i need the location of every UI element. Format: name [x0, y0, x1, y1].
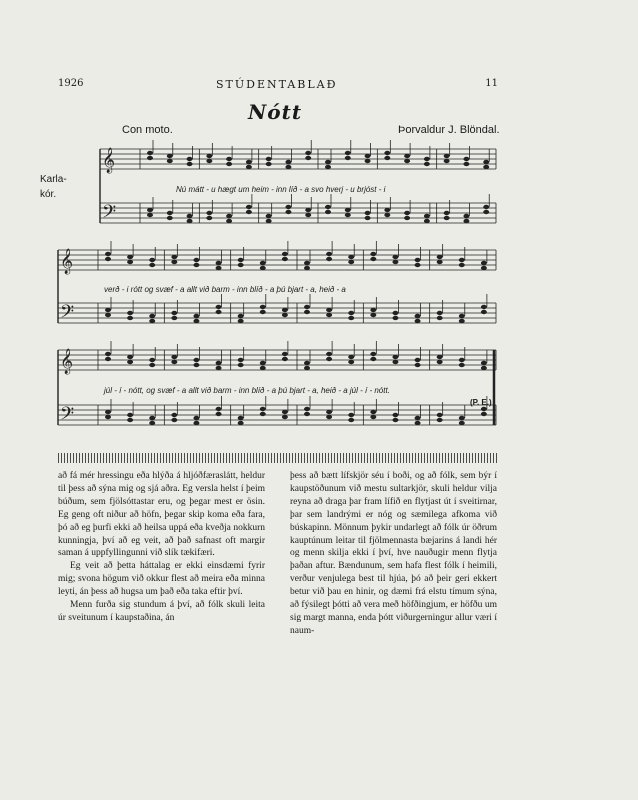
note-head — [149, 319, 155, 323]
note-head — [246, 165, 252, 169]
note-head — [365, 159, 371, 163]
clef-symbol: 𝄢 — [102, 202, 117, 227]
note-head — [384, 213, 390, 217]
note-head — [483, 160, 489, 164]
note-head — [481, 407, 487, 411]
note-head — [444, 216, 450, 220]
note-head — [348, 360, 354, 364]
note-head — [348, 311, 354, 315]
note-head — [370, 308, 376, 312]
note-head — [392, 360, 398, 364]
note-head — [305, 208, 311, 212]
note-head — [463, 162, 469, 166]
note-head — [171, 360, 177, 364]
header-title: STÚDENTABLAÐ — [216, 78, 338, 91]
note-head — [238, 416, 244, 420]
note-head — [216, 310, 222, 314]
note-head — [167, 159, 173, 163]
note-head — [437, 355, 443, 359]
note-head — [463, 219, 469, 223]
note-head — [260, 407, 266, 411]
lyrics-line-2: verð - i rótt og svæf - a allt við barm - inn blíð - a þú bjart - a, heið - a — [104, 285, 346, 294]
note-head — [392, 418, 398, 422]
note-head — [415, 421, 421, 425]
note-head — [305, 156, 311, 160]
note-head — [370, 257, 376, 261]
note-head — [193, 263, 199, 267]
note-head — [147, 213, 153, 217]
note-head — [326, 357, 332, 361]
note-head — [304, 407, 310, 411]
note-head — [384, 156, 390, 160]
note-head — [206, 159, 212, 163]
note-head — [384, 151, 390, 155]
note-head — [105, 357, 111, 361]
note-head — [187, 219, 193, 223]
lyrics-line-3: júl - í - nótt, og svæf - a allt við barm - inn blíð - a þú bjart - a, heið - a júl - í - nótt. — [104, 386, 390, 395]
choir-label-line-1: Karla- — [40, 174, 67, 185]
note-head — [105, 252, 111, 256]
note-head — [326, 252, 332, 256]
note-head — [105, 415, 111, 419]
note-head — [238, 421, 244, 425]
clef-symbol: 𝄞 — [60, 349, 74, 374]
note-head — [305, 213, 311, 217]
note-head — [437, 418, 443, 422]
note-head — [246, 210, 252, 214]
clef-symbol: 𝄢 — [60, 302, 75, 327]
note-head — [105, 410, 111, 414]
note-head — [216, 305, 222, 309]
clef-symbol: 𝄞 — [102, 148, 116, 173]
note-head — [424, 162, 430, 166]
note-head — [304, 366, 310, 370]
note-head — [167, 211, 173, 215]
note-head — [206, 216, 212, 220]
note-head — [127, 413, 133, 417]
note-head — [260, 412, 266, 416]
note-head — [348, 316, 354, 320]
note-head — [348, 418, 354, 422]
note-head — [149, 421, 155, 425]
note-head — [304, 305, 310, 309]
note-head — [481, 305, 487, 309]
note-head — [193, 258, 199, 262]
note-head — [345, 208, 351, 212]
note-head — [415, 416, 421, 420]
note-head — [326, 410, 332, 414]
note-head — [216, 407, 222, 411]
note-head — [326, 313, 332, 317]
note-head — [149, 258, 155, 262]
note-head — [149, 314, 155, 318]
paragraph: þess að bætt lífskjör séu í boði, og að fólk, sem býr í kaupstöðunum við mestu sultarkjör, skuli heldur vilja reyna að draga þar fram lífið en flytjast út í sveitirnar, þar sem landrými er nóg og sæmilega afkoma við búskapinn. Mönnum þykir undarlegt að fólk úr öðrum kauptúnum leitar til fjölmennasta bæjarins á landi hér og menn skilja ekki í því, hve nauðugir menn flytja þaðan aftur. Bændunum, sem hafa flest fólk í heimili, verður venjulega best til hjúa, þó að þeir geri ekkert betur við þau en hinir, og dæmi frá elstu tímum sýna, að fýsilegt þótti að vera með höfðingjum, er höfðu um sig margt manna, enda þótt viðurgerningur allur væri í naum- — [290, 471, 497, 636]
note-head — [105, 308, 111, 312]
note-head — [481, 261, 487, 265]
note-head — [483, 210, 489, 214]
note-head — [304, 412, 310, 416]
note-head — [260, 366, 266, 370]
note-head — [266, 214, 272, 218]
note-head — [260, 361, 266, 365]
note-head — [365, 154, 371, 158]
note-head — [415, 258, 421, 262]
note-head — [187, 162, 193, 166]
note-head — [348, 255, 354, 259]
note-head — [260, 305, 266, 309]
note-head — [459, 258, 465, 262]
note-head — [285, 210, 291, 214]
note-head — [392, 355, 398, 359]
note-head — [193, 416, 199, 420]
note-head — [171, 255, 177, 259]
note-head — [282, 410, 288, 414]
note-head — [345, 156, 351, 160]
note-head — [193, 421, 199, 425]
note-head — [226, 157, 232, 161]
note-head — [282, 352, 288, 356]
note-head — [345, 151, 351, 155]
note-head — [392, 311, 398, 315]
note-head — [404, 211, 410, 215]
score-credit: (P. E.) — [470, 398, 492, 407]
paragraph: Menn furða sig stundum á því, að fólk skuli leita úr sveitunum í kaupstaðina, án — [58, 600, 265, 623]
note-head — [304, 310, 310, 314]
note-head — [149, 363, 155, 367]
note-head — [437, 316, 443, 320]
note-head — [171, 311, 177, 315]
note-head — [193, 314, 199, 318]
note-head — [481, 266, 487, 270]
note-head — [404, 154, 410, 158]
note-head — [127, 255, 133, 259]
note-head — [216, 361, 222, 365]
note-head — [105, 257, 111, 261]
note-head — [370, 352, 376, 356]
note-head — [187, 214, 193, 218]
song-title: Nótt — [248, 100, 303, 124]
composer-credit: Þorvaldur J. Blöndal. — [398, 124, 500, 136]
note-head — [444, 211, 450, 215]
note-head — [384, 208, 390, 212]
note-head — [415, 319, 421, 323]
note-head — [282, 313, 288, 317]
note-head — [392, 260, 398, 264]
note-head — [304, 261, 310, 265]
note-head — [171, 260, 177, 264]
note-head — [266, 219, 272, 223]
note-head — [459, 263, 465, 267]
note-head — [392, 255, 398, 259]
choir-label-line-2: kór. — [40, 189, 57, 200]
note-head — [326, 415, 332, 419]
clef-symbol: 𝄞 — [60, 249, 74, 274]
section-divider — [58, 453, 498, 463]
note-head — [444, 159, 450, 163]
note-head — [238, 314, 244, 318]
note-head — [370, 415, 376, 419]
paragraph: Eg veit að þetta háttalag er ekki einsdæmi fyrir mig; svona högum við okkur flest að meira eða minna leyti, án þess að hugsa um það eða taka eftir því. — [58, 561, 265, 598]
note-head — [171, 316, 177, 320]
note-head — [348, 260, 354, 264]
note-head — [246, 205, 252, 209]
note-head — [206, 211, 212, 215]
note-head — [238, 263, 244, 267]
note-head — [216, 261, 222, 265]
note-head — [171, 418, 177, 422]
note-head — [285, 160, 291, 164]
note-head — [260, 310, 266, 314]
note-head — [216, 366, 222, 370]
note-head — [459, 314, 465, 318]
note-head — [424, 214, 430, 218]
note-head — [325, 210, 331, 214]
note-head — [285, 165, 291, 169]
note-head — [282, 415, 288, 419]
note-head — [437, 260, 443, 264]
note-head — [226, 219, 232, 223]
note-head — [481, 310, 487, 314]
note-head — [392, 316, 398, 320]
note-head — [326, 257, 332, 261]
note-head — [365, 211, 371, 215]
note-head — [206, 154, 212, 158]
note-head — [282, 308, 288, 312]
note-head — [437, 311, 443, 315]
note-head — [444, 154, 450, 158]
note-head — [481, 361, 487, 365]
note-head — [459, 416, 465, 420]
note-head — [370, 410, 376, 414]
note-head — [325, 205, 331, 209]
note-head — [424, 157, 430, 161]
note-head — [105, 352, 111, 356]
note-head — [149, 416, 155, 420]
note-head — [238, 319, 244, 323]
note-head — [171, 413, 177, 417]
note-head — [483, 165, 489, 169]
paragraph: að fá mér hressingu eða hlýða á hljóðfæraslátt, heldur til þess að sýna mig og sjá aðra. Eg versla helst í þeim búðum, sem fjölsóttastar eru, og þegar mest er ösin. Eg geng oft niður að höfn, þegar skip koma eða fara, þó að eg þurfi ekki að heilsa uppá eða kveðja nokkurn kunningja, því að eg veit, að það safnast oft margir saman á uppfyllingunni við slík tækifæri. — [58, 471, 265, 559]
note-head — [415, 263, 421, 267]
note-head — [193, 358, 199, 362]
note-head — [424, 219, 430, 223]
note-head — [147, 208, 153, 212]
note-head — [238, 363, 244, 367]
note-head — [226, 162, 232, 166]
note-head — [149, 358, 155, 362]
note-head — [326, 308, 332, 312]
note-head — [326, 352, 332, 356]
note-head — [348, 413, 354, 417]
note-head — [304, 361, 310, 365]
clef-symbol: 𝄢 — [60, 404, 75, 429]
note-head — [171, 355, 177, 359]
note-head — [483, 205, 489, 209]
note-head — [127, 355, 133, 359]
note-head — [246, 160, 252, 164]
page-number: 11 — [485, 78, 498, 89]
note-head — [149, 263, 155, 267]
note-head — [127, 316, 133, 320]
note-head — [266, 157, 272, 161]
note-head — [463, 157, 469, 161]
note-head — [370, 313, 376, 317]
note-head — [392, 413, 398, 417]
note-head — [304, 266, 310, 270]
note-head — [325, 160, 331, 164]
note-head — [370, 252, 376, 256]
note-head — [459, 363, 465, 367]
note-head — [437, 413, 443, 417]
note-head — [404, 159, 410, 163]
note-head — [437, 360, 443, 364]
header-year: 1926 — [58, 78, 84, 89]
note-head — [459, 421, 465, 425]
note-head — [345, 213, 351, 217]
note-head — [305, 151, 311, 155]
note-head — [216, 412, 222, 416]
note-head — [187, 157, 193, 161]
note-head — [415, 358, 421, 362]
note-head — [266, 162, 272, 166]
note-head — [415, 314, 421, 318]
note-head — [282, 357, 288, 361]
note-head — [481, 366, 487, 370]
note-head — [282, 252, 288, 256]
note-head — [127, 260, 133, 264]
text-column-left — [58, 470, 265, 625]
note-head — [260, 261, 266, 265]
note-head — [105, 313, 111, 317]
note-head — [127, 418, 133, 422]
note-head — [325, 165, 331, 169]
note-head — [370, 357, 376, 361]
tempo-marking: Con moto. — [122, 124, 173, 136]
note-head — [459, 358, 465, 362]
note-head — [282, 257, 288, 261]
note-head — [285, 205, 291, 209]
note-head — [193, 319, 199, 323]
note-head — [167, 216, 173, 220]
note-head — [238, 358, 244, 362]
note-head — [226, 214, 232, 218]
note-head — [167, 154, 173, 158]
note-head — [127, 360, 133, 364]
note-head — [463, 214, 469, 218]
note-head — [459, 319, 465, 323]
note-head — [260, 266, 266, 270]
note-head — [147, 151, 153, 155]
note-head — [365, 216, 371, 220]
note-head — [147, 156, 153, 160]
note-head — [216, 266, 222, 270]
note-head — [481, 412, 487, 416]
lyrics-line-1: Nú mátt - u hægt um heim - inn líð - a svo hverj - u brjóst - i — [176, 185, 386, 194]
note-head — [238, 258, 244, 262]
note-head — [415, 363, 421, 367]
note-head — [348, 355, 354, 359]
note-head — [437, 255, 443, 259]
text-column-right — [290, 470, 497, 638]
note-head — [404, 216, 410, 220]
note-head — [193, 363, 199, 367]
note-head — [127, 311, 133, 315]
